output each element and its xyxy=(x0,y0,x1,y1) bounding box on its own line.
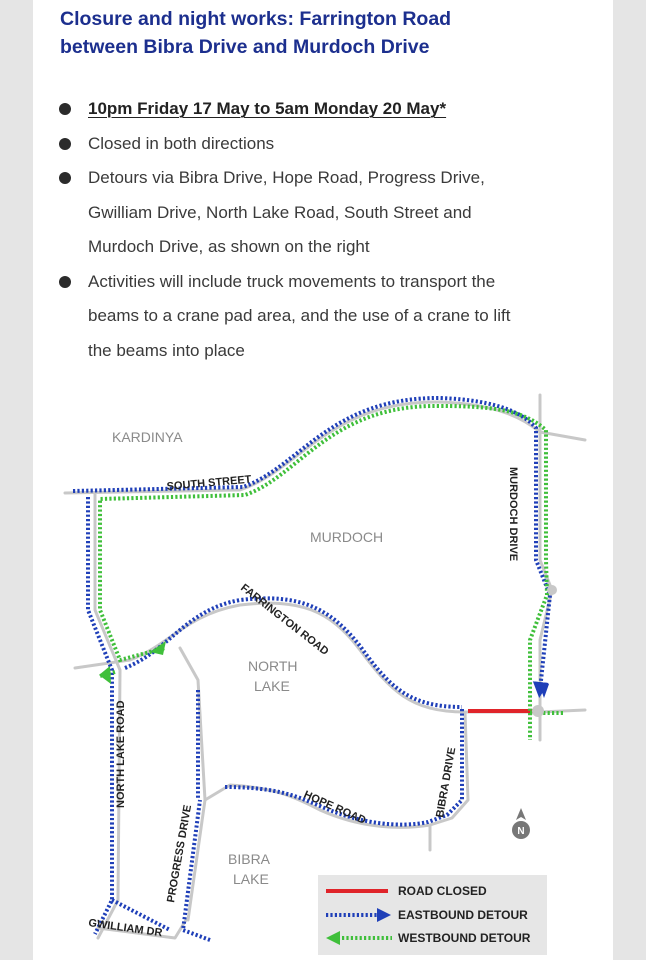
road-label-murdoch-drive: MURDOCH DRIVE xyxy=(507,467,519,562)
legend-eastbound: EASTBOUND DETOUR xyxy=(398,908,528,922)
junction-node xyxy=(547,585,557,595)
junction-node xyxy=(532,705,544,717)
list-item-continuation: the beams into place xyxy=(88,340,245,360)
list-item-continuation: Murdoch Drive, as shown on the right xyxy=(88,237,370,256)
suburb-north-lake-line1: NORTH xyxy=(248,658,298,674)
list-item: Activities will include truck movements to transport the xyxy=(53,265,593,300)
road-label-hope-road: HOPE ROAD xyxy=(301,788,368,827)
suburb-north-lake-line2: LAKE xyxy=(254,678,290,694)
north-label: N xyxy=(517,826,525,837)
suburb-kardinya: KARDINYA xyxy=(112,429,183,445)
suburb-bibra-lake-line2: LAKE xyxy=(233,871,269,887)
westbound-arrow-icon xyxy=(99,666,111,684)
list-item: Closed in both directions xyxy=(53,127,593,162)
road-label-progress-drive: PROGRESS DRIVE xyxy=(165,803,195,904)
road-connector xyxy=(180,648,205,920)
suburb-bibra-lake-line1: BIBRA xyxy=(228,851,271,867)
list-item-continuation: beams to a crane pad area, and the use of a crane to lift xyxy=(88,306,511,325)
road-label-farrington-road: FARRINGTON ROAD xyxy=(238,581,331,658)
north-arrow-icon xyxy=(512,808,530,839)
suburb-murdoch: MURDOCH xyxy=(310,529,384,545)
title-line-2: between Bibra Drive and Murdoch Drive xyxy=(60,36,430,58)
road-label-gwilliam-dr: GWILLIAM DR xyxy=(87,917,164,940)
legend-road-closed: ROAD CLOSED xyxy=(398,884,487,898)
road-label-south-street: SOUTH STREET xyxy=(166,473,252,493)
road-network xyxy=(65,395,585,938)
road-south-street xyxy=(65,402,540,493)
road-label-north-lake-road: NORTH LAKE ROAD xyxy=(115,700,127,808)
eastbound-detour xyxy=(73,398,550,940)
road-farrington-road xyxy=(75,603,585,712)
title-line-1: Closure and night works: Farrington Road xyxy=(60,8,452,30)
list-item: Detours via Bibra Drive, Hope Road, Progress Drive, xyxy=(53,161,593,196)
list-item-continuation: Gwilliam Drive, North Lake Road, South Street and xyxy=(88,202,472,222)
road-label-bibra-drive: BIBRA DRIVE xyxy=(434,746,459,819)
westbound-detour xyxy=(100,406,563,740)
list-item: 10pm Friday 17 May to 5am Monday 20 May* xyxy=(53,92,593,127)
map-legend xyxy=(318,875,547,955)
legend-westbound: WESTBOUND DETOUR xyxy=(398,931,531,945)
